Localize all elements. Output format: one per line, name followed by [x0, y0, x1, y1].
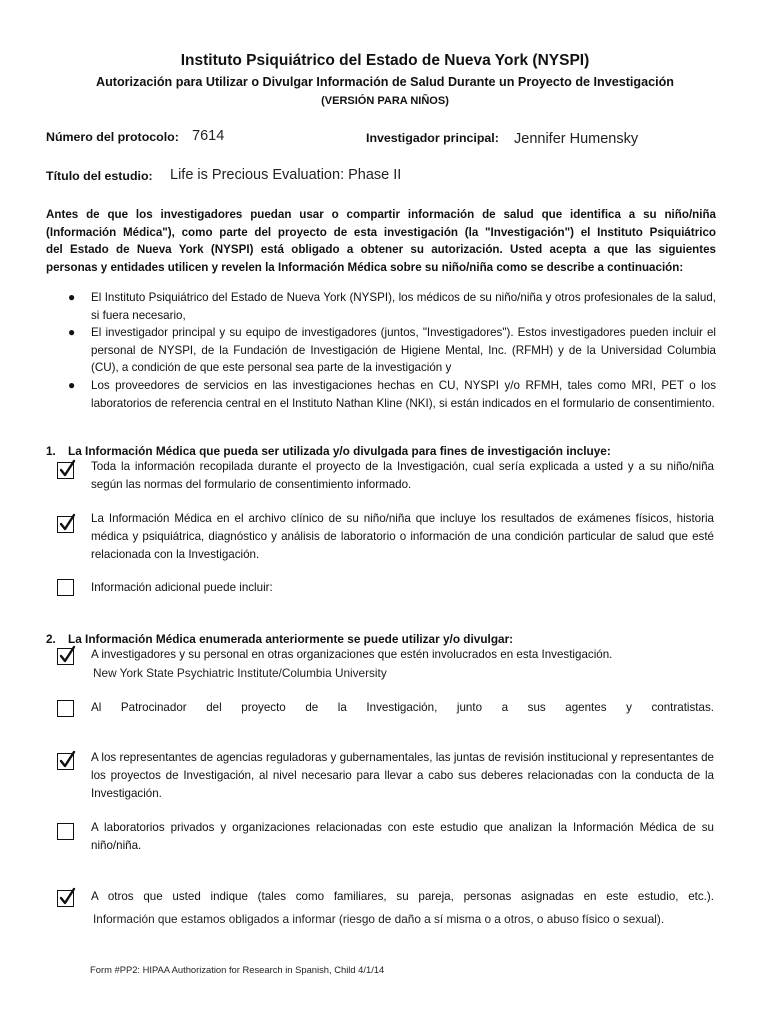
s1-item2-text: La Información Médica en el archivo clínico de su niño/niña que incluye los resultados de exámenes físicos, historia médica y psiquiátrica, diagnóstico y análisis de laboratorio o información de una condición particular de salud que esté relacionada con la Investigación. — [91, 512, 714, 562]
checkmark-icon — [57, 459, 77, 479]
s2-item5-filled-text[interactable]: Información que estamos obligados a informar (riesgo de daño a sí misma o a otros, o abuso físico o sexual). — [93, 912, 665, 926]
s2-item5-text: A otros que usted indique (tales como familiares, su pareja, personas asignadas en este estudio, etc.). — [91, 890, 714, 903]
investigator-label: Investigador principal: — [366, 131, 499, 145]
checkbox-s1-item2[interactable] — [57, 516, 74, 533]
checkbox-s2-item3[interactable] — [57, 753, 74, 770]
s2-item1-filled-text[interactable]: New York State Psychiatric Institute/Columbia University — [93, 666, 387, 680]
section-1-number: 1. — [46, 444, 56, 458]
document-subtitle: Autorización para Utilizar o Divulgar Información de Salud Durante un Proyecto de Investigación — [95, 75, 674, 89]
study-title-value[interactable]: Life is Precious Evaluation: Phase II — [170, 167, 402, 183]
section-2-number: 2. — [46, 632, 56, 646]
s2-item2-text: Al Patrocinador del proyecto de la Investigación, junto a sus agentes y contratistas. — [91, 701, 714, 714]
s1-item3-text: Información adicional puede incluir: — [91, 581, 273, 594]
checkbox-s2-item4[interactable] — [57, 823, 74, 840]
intro-line: del Estado de Nueva York (NYSPI) está obligado a obtener su autorización. Usted acepta a que las siguientes — [46, 243, 716, 257]
bullet-icon: ● — [68, 290, 76, 304]
section-2-title: La Información Médica enumerada anteriormente se puede utilizar y/o divulgar: — [68, 632, 514, 646]
section-1-title: La Información Médica que pueda ser utilizada y/o divulgada para fines de investigación incluye: — [68, 444, 611, 458]
s2-item1-text: A investigadores y su personal en otras organizaciones que estén involucrados en esta Investigación. — [91, 648, 613, 661]
entities-list — [68, 289, 716, 412]
list-item — [68, 289, 716, 324]
checkbox-s2-item1[interactable] — [57, 648, 74, 665]
list-item — [68, 377, 716, 412]
intro-line: personas y entidades utilicen y revelen la Información Médica sobre su niño/niña como se describe a continuación: — [46, 260, 684, 274]
bullet-icon: ● — [68, 377, 76, 392]
study-title-label: Título del estudio: — [46, 169, 153, 183]
s2-item3-text: A los representantes de agencias reguladoras y gubernamentales, las juntas de revisión institucional y representantes de los proyectos de Investigación, al nivel necesario para llevar a cabo sus deberes relacionadas con la conducta de la Investigación. — [91, 751, 714, 801]
checkbox-s1-item1[interactable] — [57, 462, 74, 479]
checkbox-s2-item2[interactable] — [57, 700, 74, 717]
checkmark-icon — [57, 513, 77, 533]
checkmark-icon — [57, 750, 77, 770]
list-item — [68, 324, 716, 377]
form-footer: Form #PP2: HIPAA Authorization for Research in Spanish, Child 4/1/14 — [90, 964, 385, 975]
bullet-text: El investigador principal y su equipo de investigadores (juntos, "Investigadores"). Estos investigadores pueden incluir el personal de NYSPI, de la Fundación de Investigación de Higiene Mental, Inc. (RFMH) y de la Universidad Columbia (CU), a condición de que este personal sea parte de la investigación y — [91, 326, 716, 375]
bullet-text: El Instituto Psiquiátrico del Estado de Nueva York (NYSPI), los médicos de su niño/niña y otros profesionales de la salud, si fuera necesario, — [91, 291, 716, 322]
protocol-label: Número del protocolo: — [46, 130, 179, 144]
checkbox-s1-item3[interactable] — [57, 579, 74, 596]
intro-line: (Información Médica"), como parte del proyecto de esta investigación (la "Investigación") el Instituto Psiquiátrico — [46, 225, 716, 239]
protocol-value[interactable]: 7614 — [192, 128, 225, 144]
intro-line: Antes de que los investigadores puedan usar o compartir información de salud que identifica a su niño/niña — [46, 208, 716, 221]
version-label: (VERSIÓN PARA NIÑOS) — [321, 95, 449, 107]
intro-paragraph — [46, 206, 716, 276]
bullet-icon: ● — [68, 325, 76, 340]
s2-item4-text: A laboratorios privados y organizaciones relacionadas con este estudio que analizan la Información Médica de su niño/niña. — [91, 821, 714, 853]
document-title: Instituto Psiquiátrico del Estado de Nueva York (NYSPI) — [180, 52, 590, 69]
bullet-text: Los proveedores de servicios en las investigaciones hechas en CU, NYSPI y/o RFMH, tales como MRI, PET o los laboratorios de referencia central en el Instituto Nathan Kline (NKI), si están indicados en el formulario de consentimiento. — [91, 378, 716, 410]
s1-item1-text: Toda la información recopilada durante el proyecto de la Investigación, cual sería explicada a usted y a su niño/niña según las normas del formulario de consentimiento informado. — [91, 460, 714, 492]
checkmark-icon — [57, 887, 77, 907]
investigator-value[interactable]: Jennifer Humensky — [514, 131, 639, 147]
checkmark-icon — [57, 645, 77, 665]
checkbox-s2-item5[interactable] — [57, 890, 74, 907]
